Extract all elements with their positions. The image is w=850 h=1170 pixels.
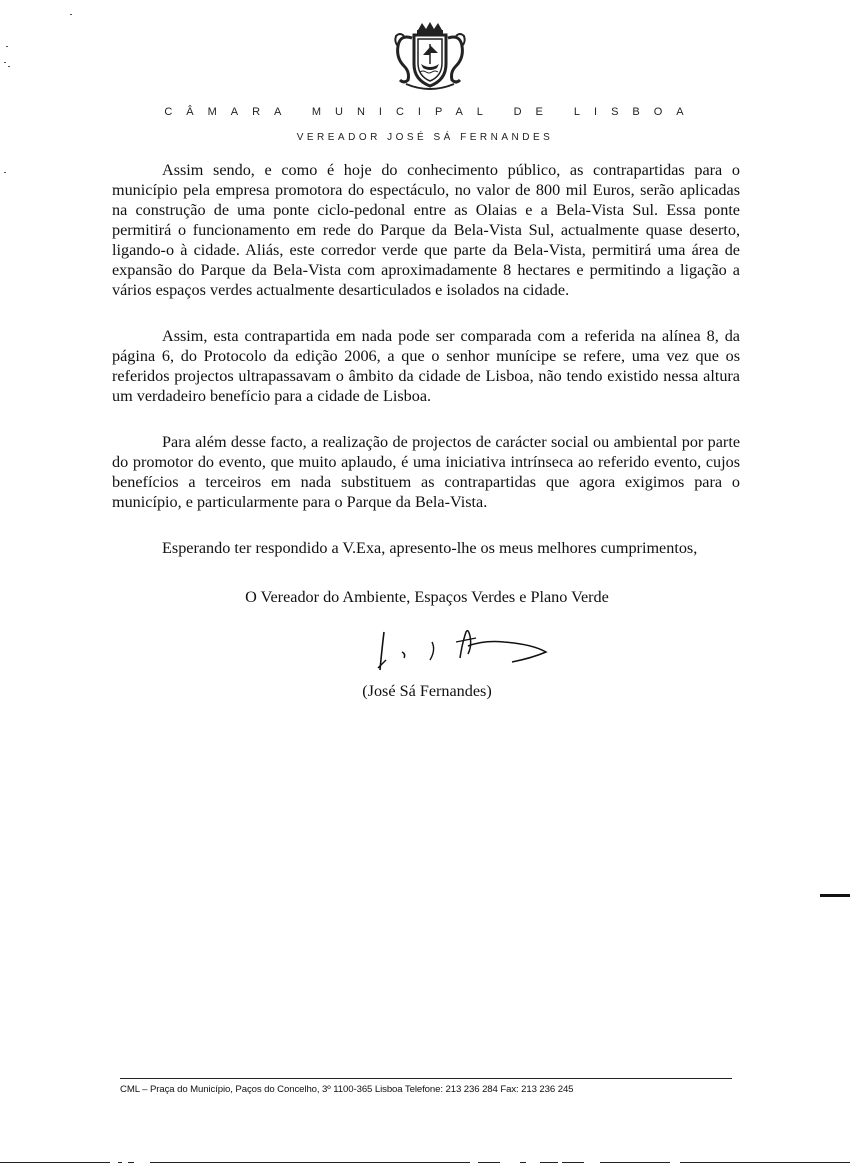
body-paragraph: Assim, esta contrapartida em nada pode ser comparada com a referida na alínea 8, da página 6, do Protocolo da edição 2006, a que o senhor munícipe se refere, uma vez que os referidos projectos ultrapassavam o âmbito da cidade de Lisboa, não tendo existido nessa altura um verdadeiro benefício para a cidade de Lisboa. [112,327,740,405]
body-paragraph: Assim sendo, e como é hoje do conhecimento público, as contrapartidas para o município pela empresa promotora do espectáculo, no valor de 800 mil Euros, serão aplicadas na construção de uma ponte ciclo-pedonal entre as Olaias e a Bela-Vista Sul. Essa ponte permitirá o funcionamento em rede do Parque da Bela-Vista Sul, actualmente quase deserto, ligando-o à cidade. Aliás, este corredor verde que parte da Bela-Vista, permitirá uma área de expansão do Parque da Bela-Vista com aproximadamente 8 hectares e permitindo a ligação a vários espaços verdes actualmente desarticulados e isolados na cidade. [112,161,740,299]
signatory-name: (José Sá Fernandes) [362,682,492,700]
letter-body [112,160,740,584]
handwritten-signature-icon [364,624,554,674]
body-paragraph: Para além desse facto, a realização de projectos de carácter social ou ambiental por parte do promotor do evento, que muito aplaudo, é uma iniciativa intrínseca ao referido evento, cujos benefícios a terceiros em nada substituem as contrapartidas que agora exigimos para o município, e particularmente para o Parque da Bela-Vista. [112,433,740,511]
closing-paragraph: Esperando ter respondido a V.Exa, apresento-lhe os meus melhores cumprimentos, [162,539,698,557]
coat-of-arms-icon [392,20,468,92]
footer-divider [120,1078,732,1079]
bottom-scan-edge [0,1160,850,1164]
footer-address: CML – Praça do Município, Paços do Concelho, 3º 1100-365 Lisboa Telefone: 213 236 284 Fax: 213 236 245 [120,1084,574,1095]
scan-mark [820,894,850,897]
letterhead-subtitle: VEREADOR JOSÉ SÁ FERNANDES [296,132,554,143]
signatory-role: O Vereador do Ambiente, Espaços Verdes e Plano Verde [245,588,609,606]
letterhead-title: CÂMARA MUNICIPAL DE LISBOA [164,106,698,118]
